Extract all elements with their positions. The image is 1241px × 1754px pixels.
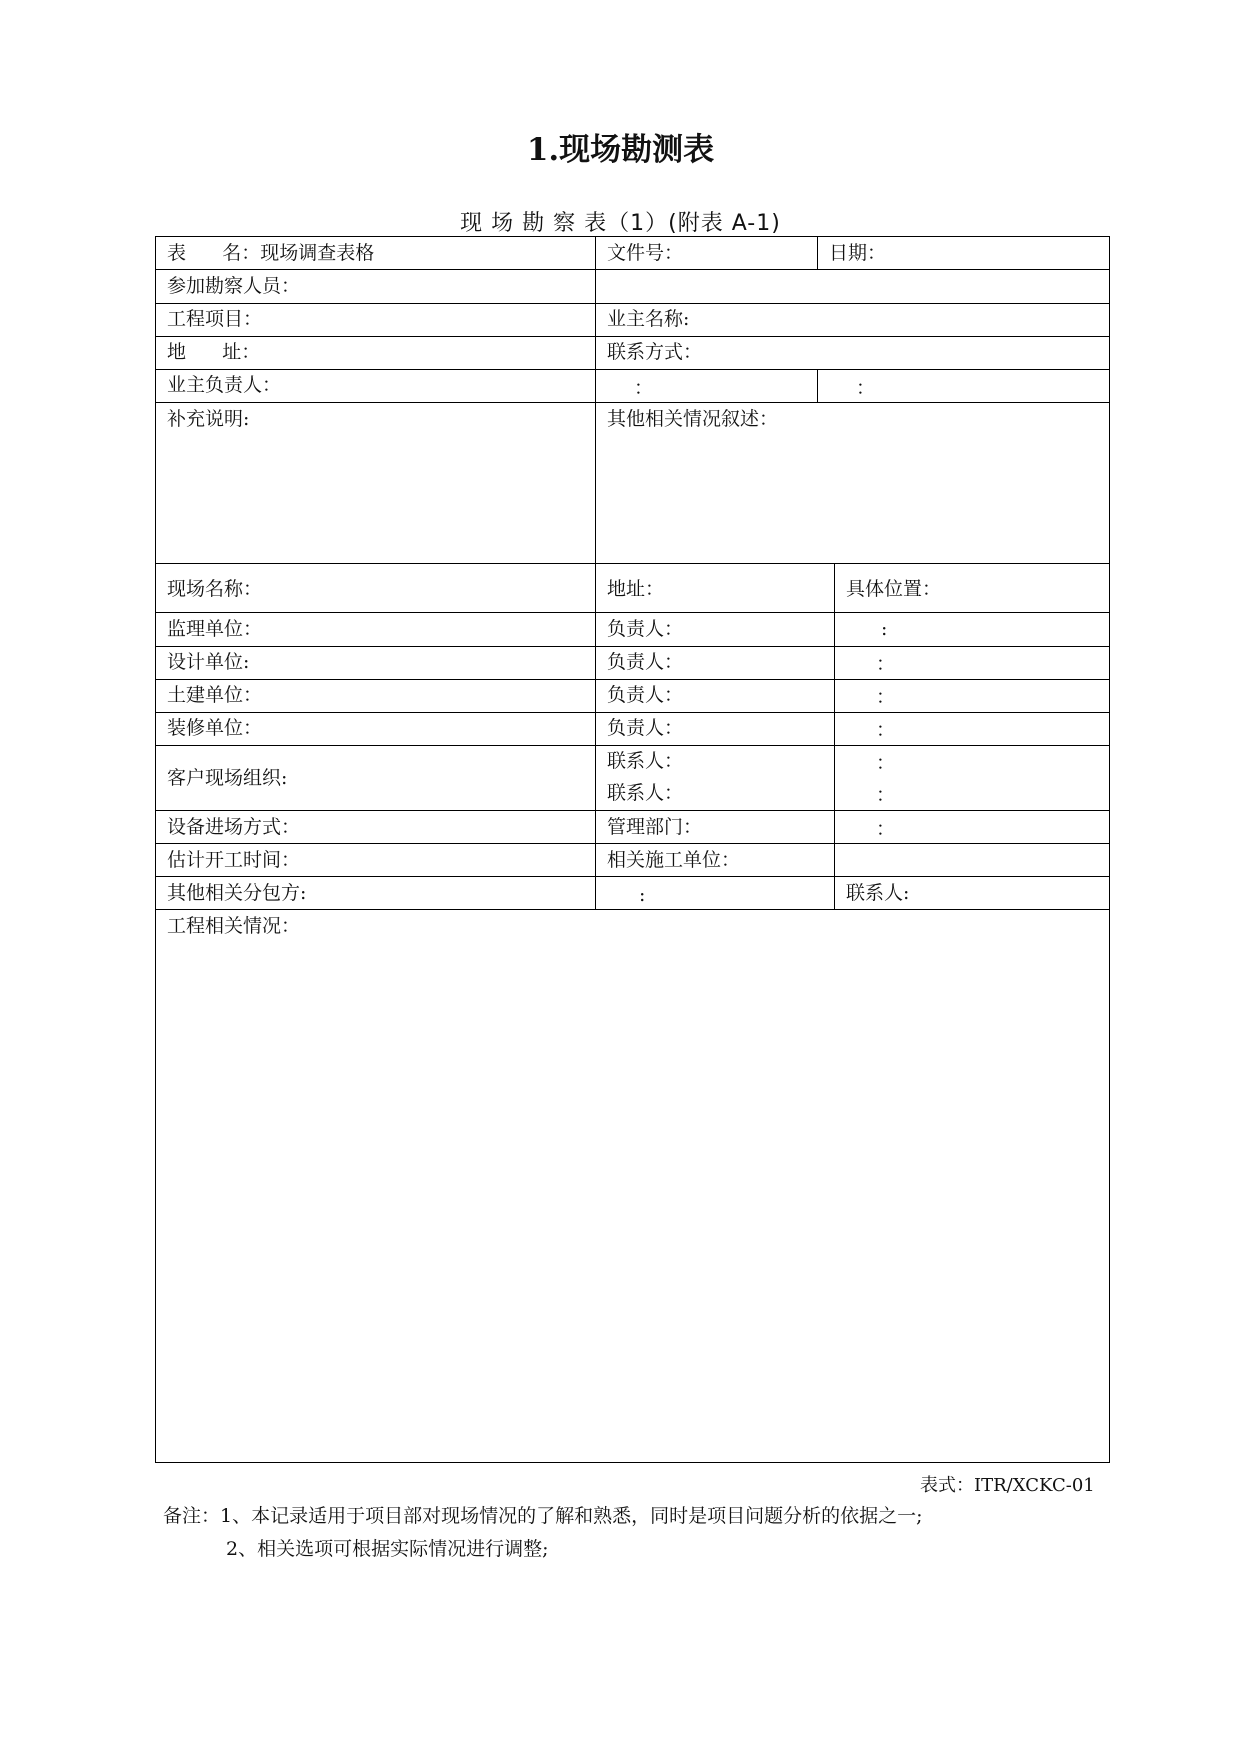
remark-line-2: 2、相关选项可根据实际情况进行调整; xyxy=(226,1538,549,1560)
row-divider xyxy=(156,303,1109,304)
other-situation-field[interactable]: 其他相关情况叙述： xyxy=(607,408,779,430)
design-head-field[interactable]: 负责人： xyxy=(607,651,684,673)
column-divider xyxy=(595,876,596,909)
column-divider xyxy=(595,237,596,563)
other-subcontractor-field[interactable]: 其他相关分包方: xyxy=(167,882,307,904)
supervisor-head-field[interactable]: 负责人： xyxy=(607,618,684,640)
supervisor-phone-field[interactable]: : xyxy=(881,618,888,640)
estimated-start-field[interactable]: 估计开工时间： xyxy=(167,849,301,871)
project-situation-field[interactable]: 工程相关情况： xyxy=(167,915,301,937)
decoration-phone-field[interactable]: ： xyxy=(876,719,896,741)
client-site-org-field[interactable]: 客户现场组织: xyxy=(167,767,288,789)
row-divider xyxy=(156,336,1109,337)
subcontractor-phone-field[interactable]: : xyxy=(639,884,646,906)
remark-line-1: 备注：1、本记录适用于项目部对现场情况的了解和熟悉，同时是项目问题分析的依据之一; xyxy=(163,1505,923,1527)
supervisor-unit-field[interactable]: 监理单位： xyxy=(167,618,263,640)
civil-unit-field[interactable]: 土建单位： xyxy=(167,684,263,706)
supplement-notes-field[interactable]: 补充说明: xyxy=(167,408,250,430)
owner-head-extra-field[interactable]: ： xyxy=(856,377,876,399)
form-name-field[interactable]: 表 名：现场调查表格 xyxy=(167,242,375,264)
client-contact-2-phone-field[interactable]: ： xyxy=(876,784,896,806)
row-divider xyxy=(156,876,1109,877)
row-divider xyxy=(156,810,1109,811)
design-phone-field[interactable]: ： xyxy=(876,653,896,675)
site-address-field[interactable]: 地址： xyxy=(607,578,665,600)
document-title: 1.现场勘测表 xyxy=(526,132,715,168)
row-divider xyxy=(156,563,1109,564)
contact-method-field[interactable]: 联系方式： xyxy=(607,341,703,363)
decoration-unit-field[interactable]: 装修单位： xyxy=(167,717,263,739)
subcontractor-contact-field[interactable]: 联系人: xyxy=(846,882,910,904)
project-field[interactable]: 工程项目： xyxy=(167,308,263,330)
management-dept-phone-field[interactable]: ： xyxy=(876,818,896,840)
column-divider xyxy=(817,237,818,269)
row-divider xyxy=(156,612,1109,613)
form-code: 表式：ITR/XCKC-01 xyxy=(920,1475,1095,1496)
file-number-field[interactable]: 文件号： xyxy=(607,242,684,264)
design-unit-field[interactable]: 设计单位: xyxy=(167,651,250,673)
column-divider xyxy=(595,563,596,876)
row-divider xyxy=(156,402,1109,403)
client-contact-1-phone-field[interactable]: ： xyxy=(876,752,896,774)
owner-head-field[interactable]: 业主负责人： xyxy=(167,374,282,396)
owner-name-field[interactable]: 业主名称: xyxy=(607,308,690,330)
column-divider xyxy=(817,369,818,402)
address-field[interactable]: 地 址： xyxy=(167,341,261,363)
row-divider xyxy=(156,712,1109,713)
owner-head-phone-field[interactable]: ： xyxy=(634,377,654,399)
civil-head-field[interactable]: 负责人： xyxy=(607,684,684,706)
management-dept-field[interactable]: 管理部门： xyxy=(607,816,703,838)
row-divider xyxy=(156,369,1109,370)
site-name-field[interactable]: 现场名称： xyxy=(167,578,263,600)
survey-staff-field[interactable]: 参加勘察人员： xyxy=(167,275,301,297)
related-construction-unit-field[interactable]: 相关施工单位： xyxy=(607,849,741,871)
row-divider xyxy=(156,745,1109,746)
date-field[interactable]: 日期： xyxy=(829,242,887,264)
row-divider xyxy=(156,843,1109,844)
row-divider xyxy=(156,646,1109,647)
client-contact-1-field[interactable]: 联系人： xyxy=(607,750,684,772)
form-title: 现 场 勘 察 表（1）(附表 A-1) xyxy=(460,211,781,236)
decoration-head-field[interactable]: 负责人： xyxy=(607,717,684,739)
civil-phone-field[interactable]: ： xyxy=(876,686,896,708)
row-divider xyxy=(156,679,1109,680)
equipment-entry-field[interactable]: 设备进场方式： xyxy=(167,816,301,838)
site-position-field[interactable]: 具体位置： xyxy=(846,578,942,600)
survey-form-table xyxy=(155,236,1110,1463)
column-divider xyxy=(834,563,835,876)
column-divider xyxy=(834,876,835,909)
row-divider xyxy=(156,269,1109,270)
client-contact-2-field[interactable]: 联系人： xyxy=(607,782,684,804)
row-divider xyxy=(156,909,1109,910)
